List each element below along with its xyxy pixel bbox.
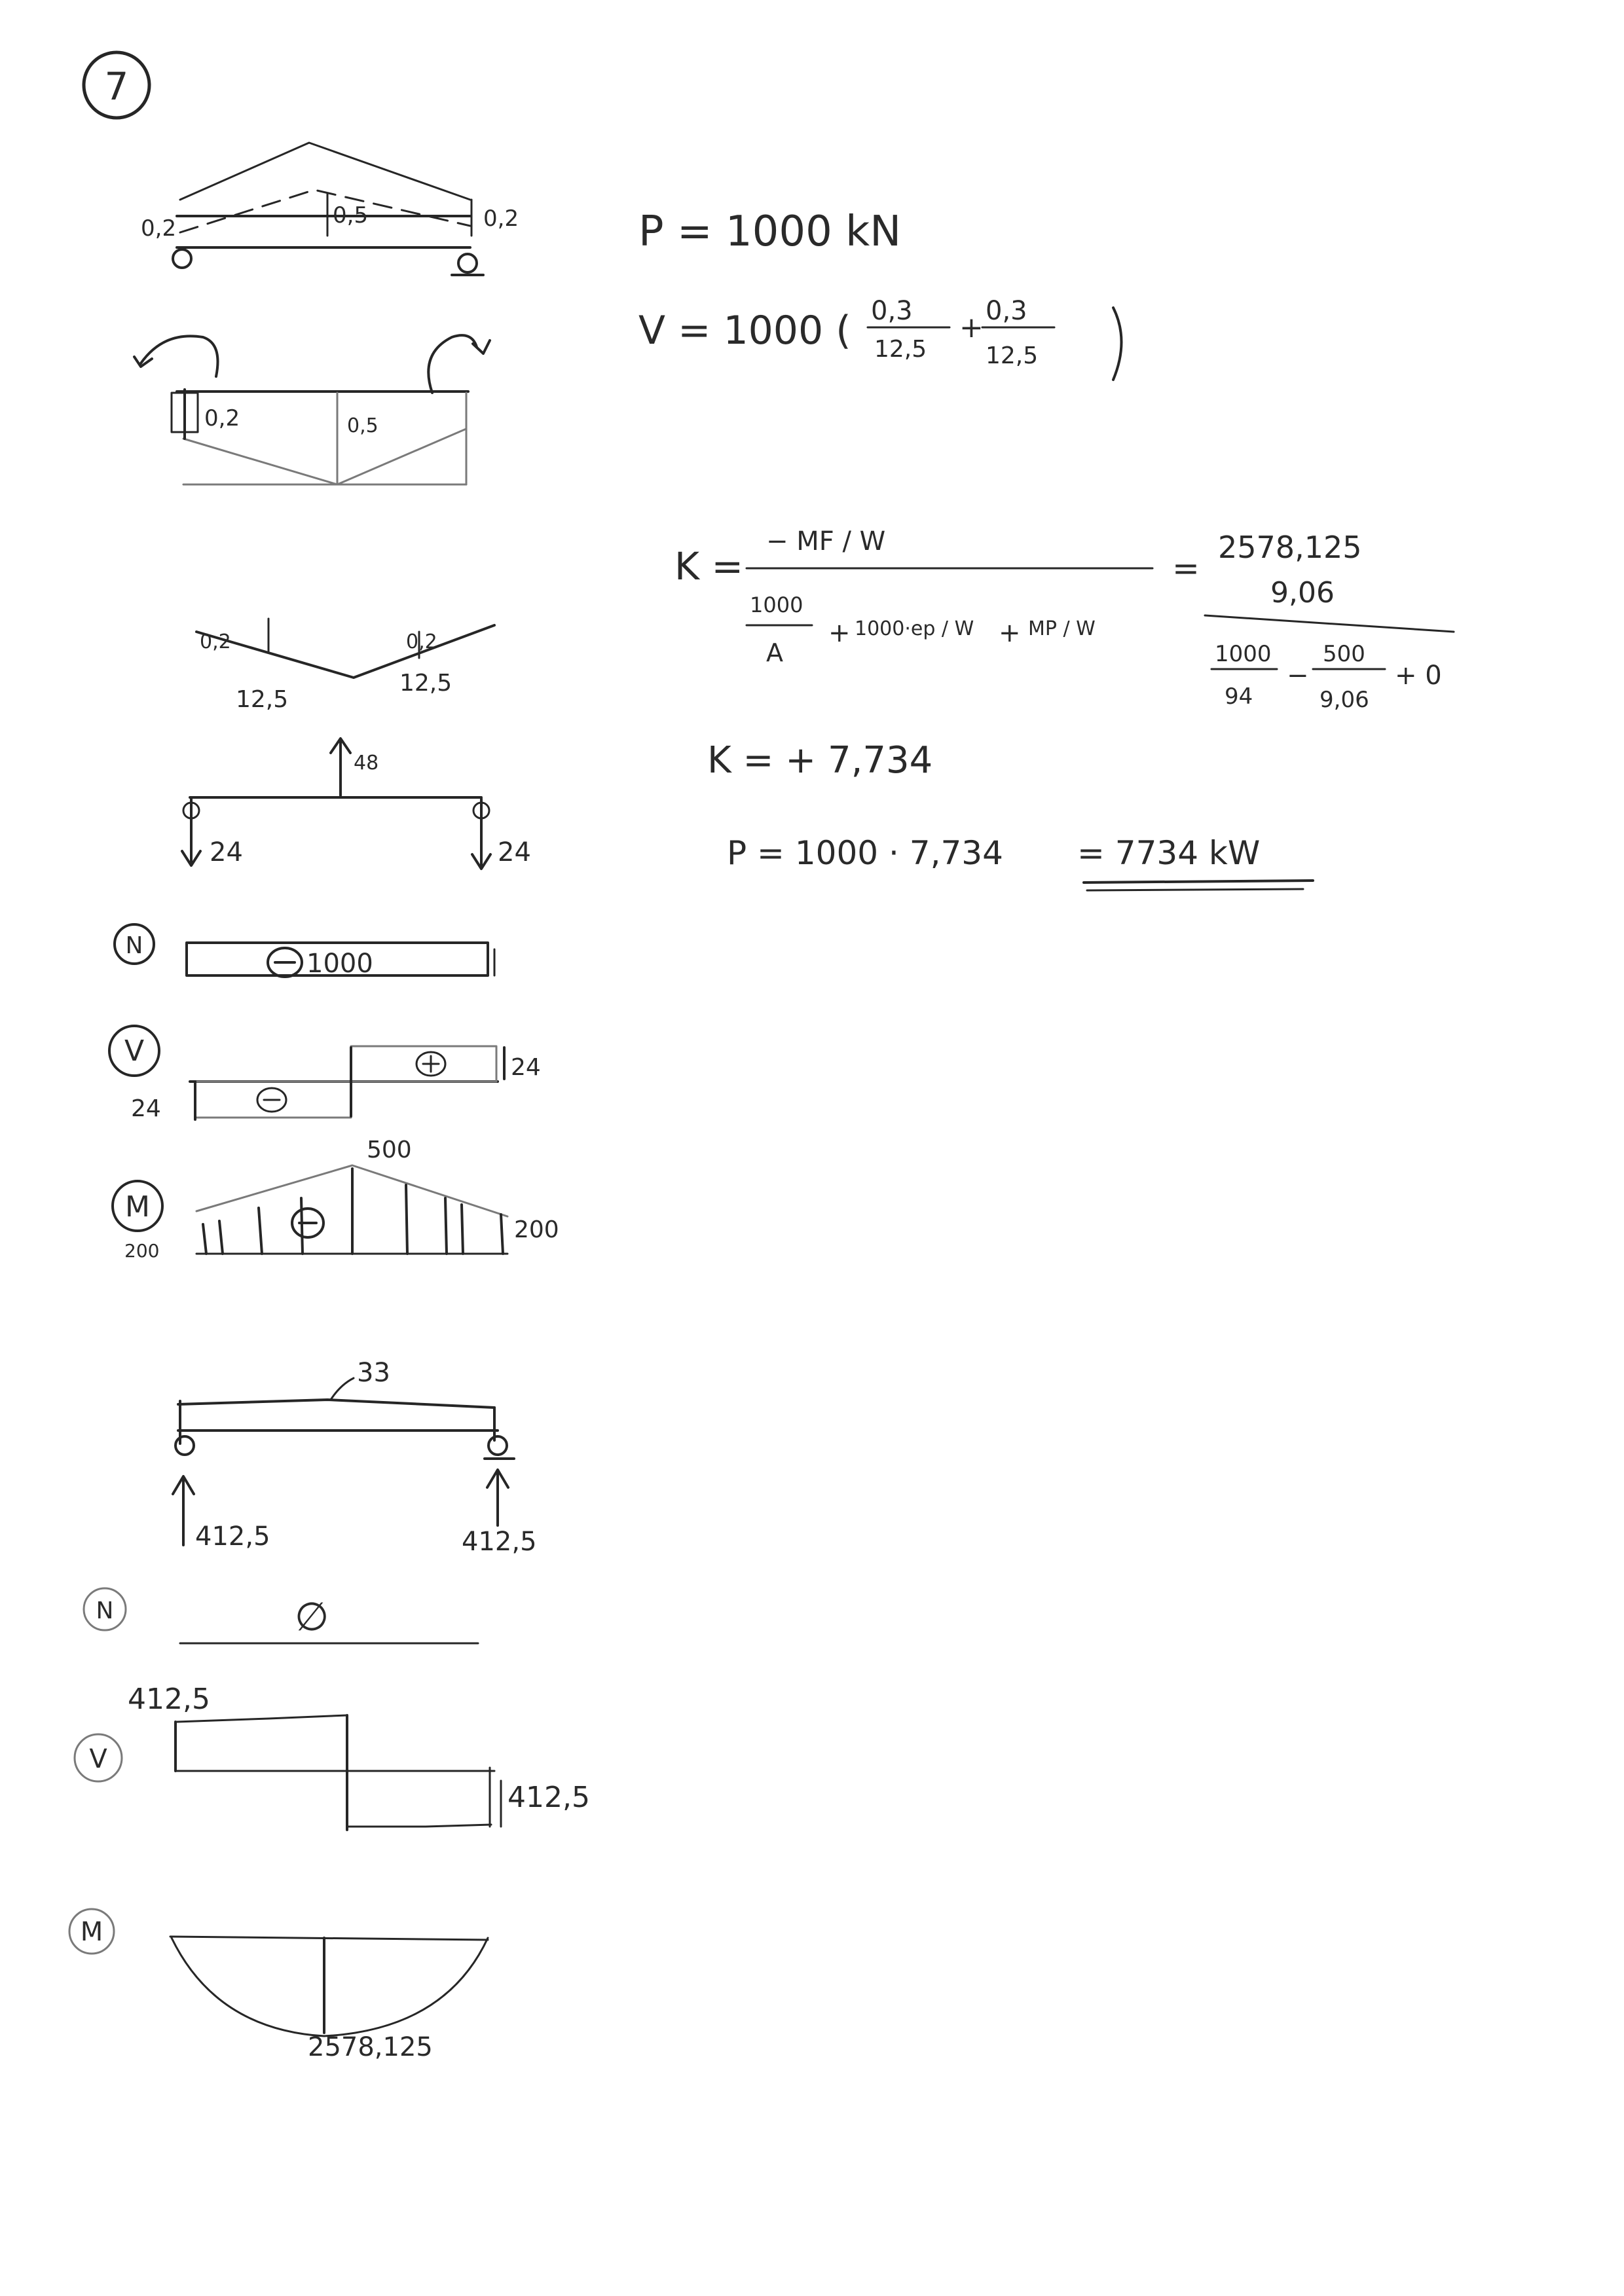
calc-v-frac2-num: 0,3	[986, 296, 1027, 326]
beam2-load-label: 33	[357, 1358, 390, 1388]
m-left-value: 200	[124, 1240, 160, 1262]
beam2-normal-force-diagram	[84, 1588, 478, 1643]
beam2-v-right: 412,5	[507, 1781, 590, 1814]
calc-k-rhs-den2-num: 500	[1323, 641, 1365, 667]
calc-k-den3: MP / W	[1028, 617, 1096, 640]
calc-k-den1-den: A	[766, 638, 783, 667]
calc-p-result-lhs: P = 1000 · 7,734	[727, 834, 1003, 872]
beam1-slope-diagram	[196, 619, 494, 713]
calc-k-equals: =	[1172, 549, 1200, 587]
m-label: M	[125, 1190, 150, 1224]
beam1-shear-diagram	[109, 1026, 541, 1122]
slope-label-right: 0,2	[406, 630, 437, 653]
calc-v-frac1-num: 0,3	[871, 296, 913, 326]
calc-k-rhs-num-bot: 9,06	[1270, 576, 1335, 610]
slope-len-right: 12,5	[399, 670, 452, 697]
beam2-m-label: M	[80, 1917, 103, 1947]
tendon-label-mid: 0,5	[333, 202, 369, 228]
m-peak-value: 500	[367, 1137, 412, 1163]
n-value: 1000	[306, 949, 373, 979]
beam2-shear-diagram	[75, 1683, 590, 1830]
deflection-label-left: 0,2	[204, 405, 240, 431]
tendon-label-left: 0,2	[141, 215, 177, 242]
calc-k-plus1: +	[828, 618, 851, 648]
calc-k-minus: −	[1287, 661, 1309, 691]
calc-k-den2: 1000·ep / W	[855, 617, 974, 640]
beam2-reaction-right: 412,5	[462, 1527, 537, 1557]
beam2-m-value: 2578,125	[308, 2032, 433, 2062]
calc-k-den1-num: 1000	[750, 592, 803, 617]
deflection-label-mid: 0,5	[347, 414, 378, 437]
calc-p-result-rhs: = 7734 kW	[1077, 834, 1261, 872]
n-label: N	[125, 932, 143, 959]
calc-k-result: K = + 7,734	[707, 739, 933, 782]
page-number: 7	[104, 64, 129, 109]
reaction-left-label: 24	[210, 837, 243, 867]
calc-k-lhs: K =	[674, 544, 744, 589]
beam1-tendon-diagram	[141, 143, 519, 275]
beam1-reaction-diagram	[182, 738, 531, 869]
calc-k-num: − MF / W	[766, 526, 886, 556]
slope-len-left: 12,5	[236, 686, 289, 713]
v-right-value: 24	[511, 1054, 541, 1081]
beam2-v-label: V	[89, 1744, 107, 1774]
m-right-value: 200	[514, 1216, 559, 1243]
beam2-n-label: N	[96, 1597, 114, 1624]
reaction-right-label: 24	[498, 837, 531, 867]
calc-k-rhs-plus: + 0	[1395, 661, 1442, 691]
beam2-v-left: 412,5	[128, 1683, 210, 1716]
beam1-equivalent-load-diagram	[134, 335, 490, 484]
beam2-reaction-left: 412,5	[195, 1522, 270, 1552]
beam2-load-diagram	[173, 1358, 537, 1557]
calc-v-plus: +	[959, 311, 984, 344]
beam2-n-value: ∅	[295, 1594, 329, 1640]
reaction-center-label: 48	[354, 752, 379, 774]
v-left-value: 24	[131, 1095, 161, 1122]
calc-k-rhs-num-top: 2578,125	[1218, 530, 1362, 565]
calc-v-line: V = 1000 (	[638, 308, 851, 354]
beam1-normal-force-diagram	[115, 924, 494, 979]
beam1-moment-diagram	[113, 1137, 559, 1262]
calc-v-frac1-den: 12,5	[874, 336, 927, 363]
v-label: V	[124, 1034, 145, 1068]
calc-k-rhs-den1-num: 1000	[1215, 641, 1272, 667]
page-number-badge	[84, 52, 149, 118]
slope-label-left: 0,2	[200, 630, 231, 653]
calc-v-frac2-den: 12,5	[986, 342, 1039, 369]
calc-k-rhs-den2-den: 9,06	[1320, 687, 1369, 713]
tendon-label-right: 0,2	[483, 206, 519, 232]
calc-k-plus2: +	[999, 618, 1021, 648]
calculations	[638, 208, 1454, 890]
calc-p-line: P = 1000 kN	[638, 208, 902, 256]
calc-k-rhs-den1-den: 94	[1225, 683, 1253, 710]
beam2-moment-diagram	[69, 1909, 488, 2062]
